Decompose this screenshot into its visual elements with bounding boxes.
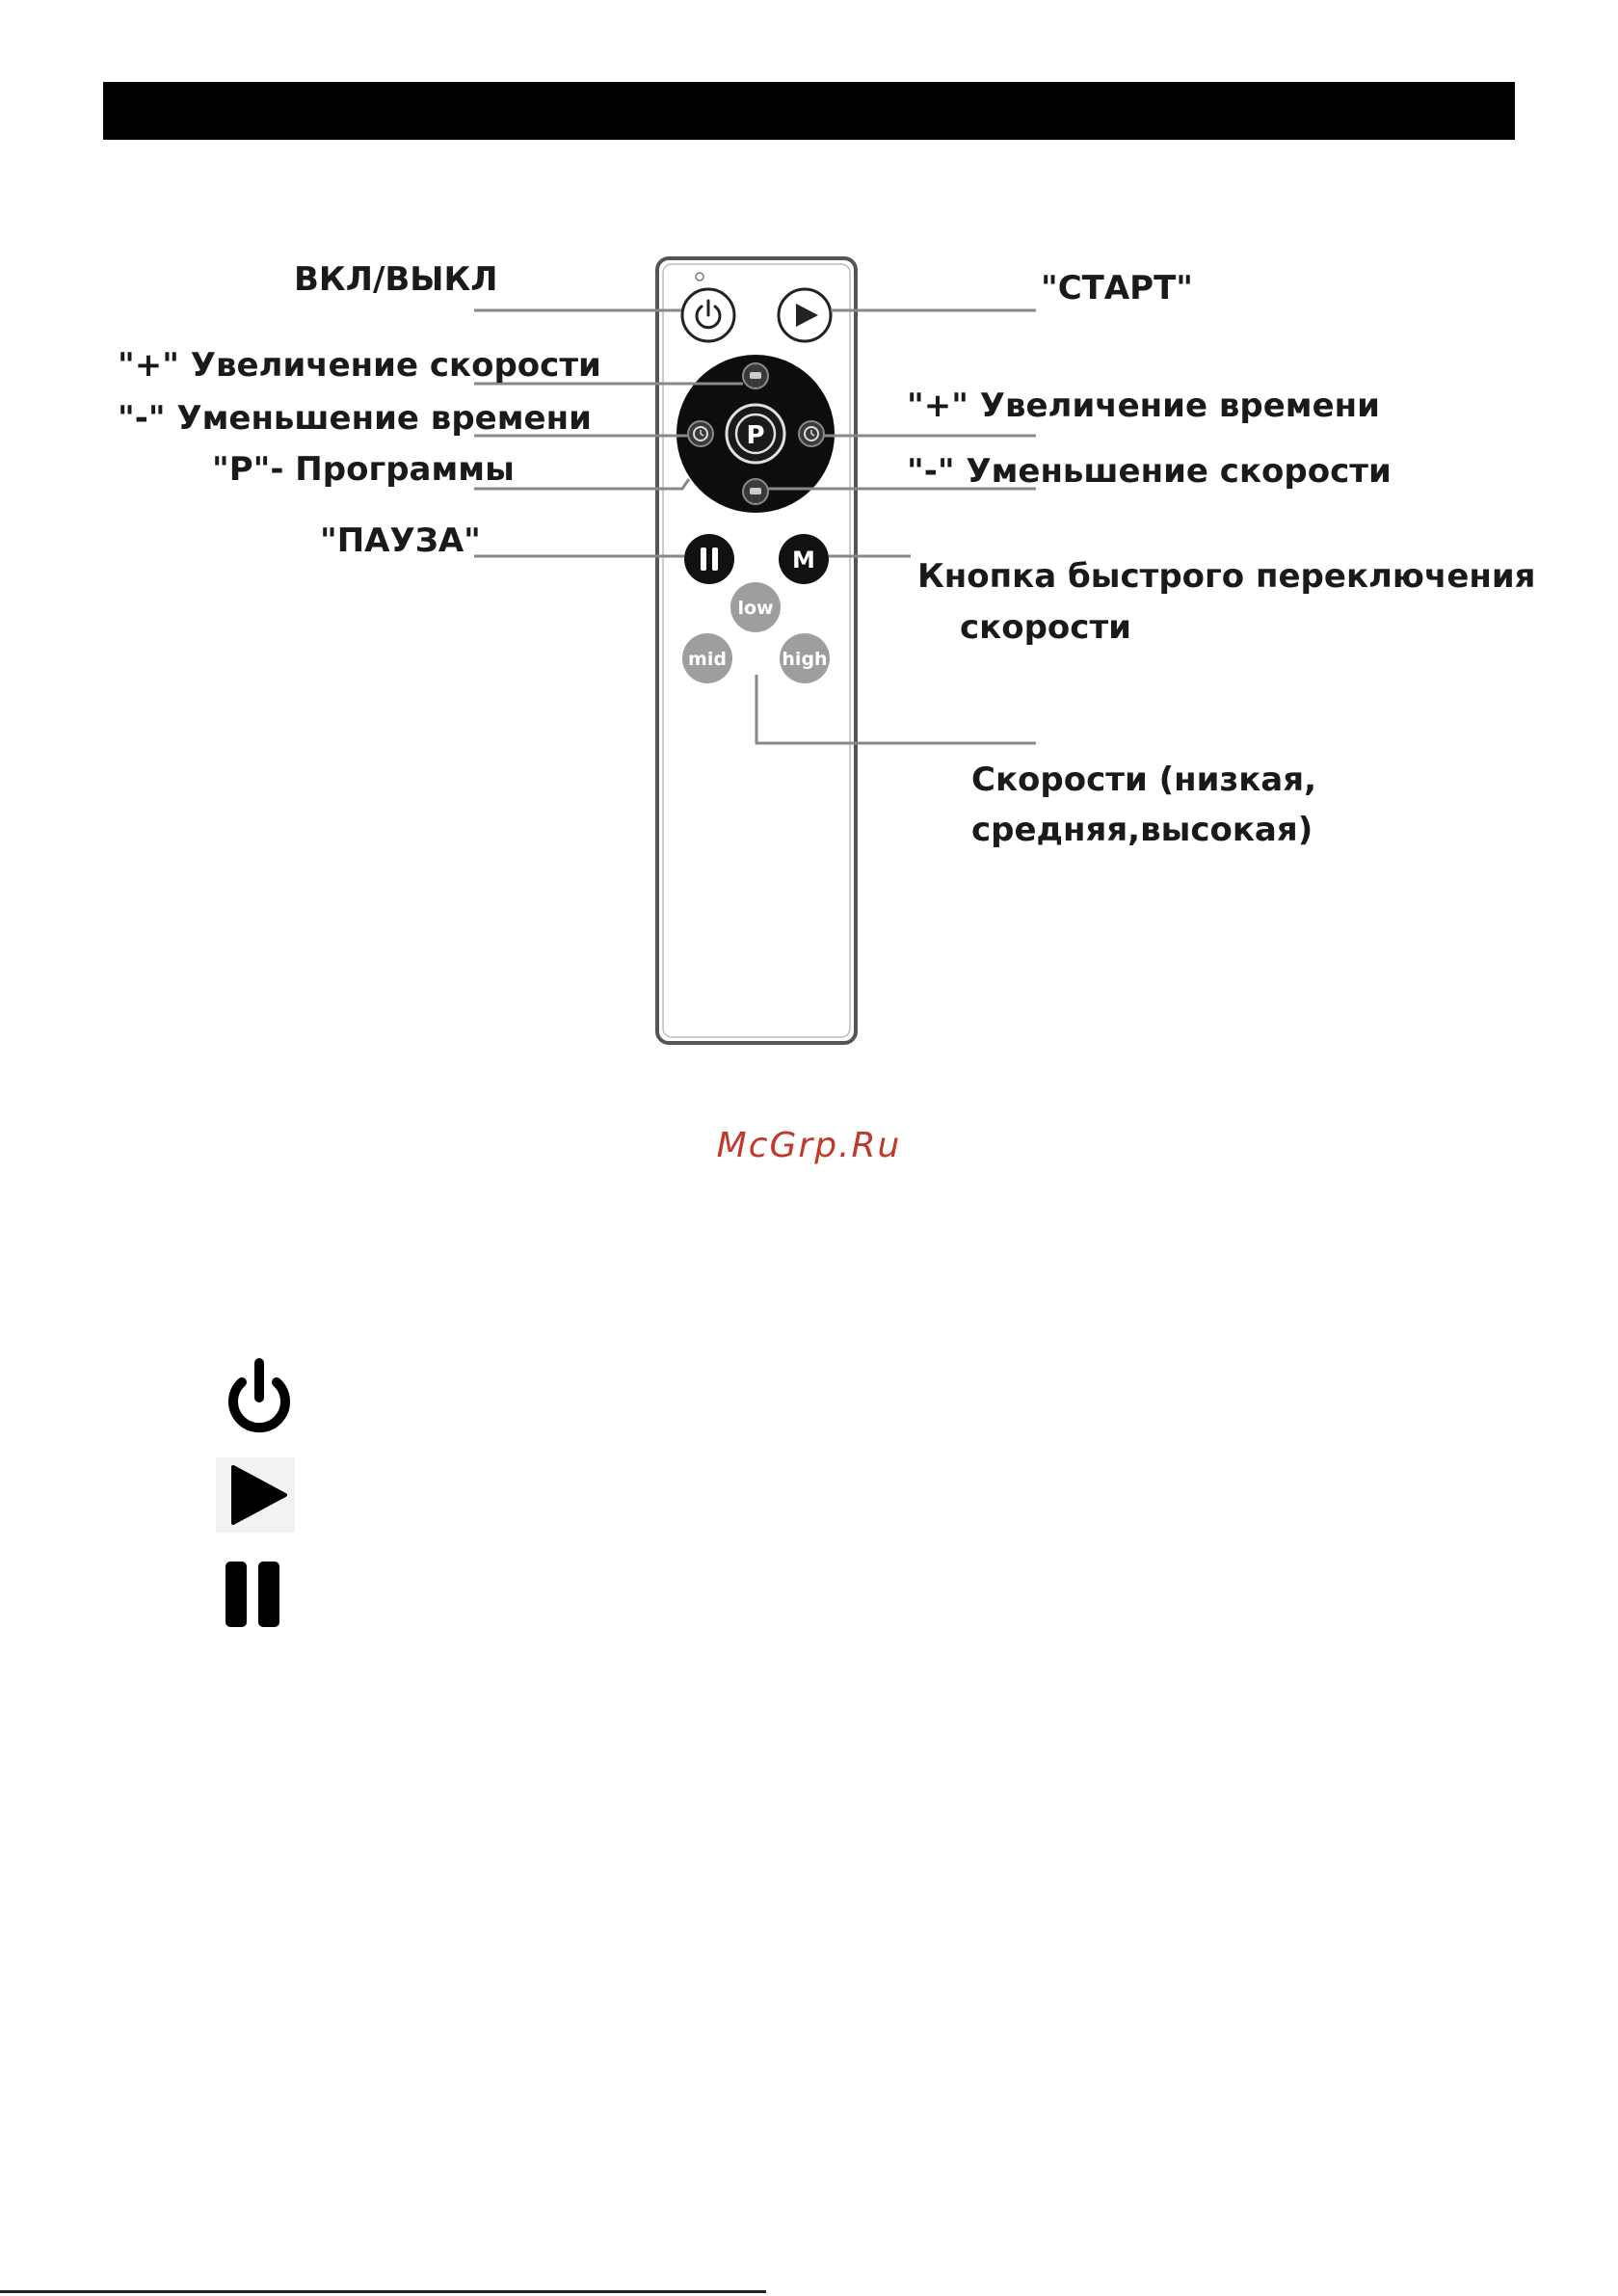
power-button[interactable] — [682, 289, 734, 341]
pause-button[interactable] — [684, 534, 734, 584]
label-quick-speed-1: Кнопка быстрого переключения — [917, 557, 1536, 596]
label-speeds-1: Скорости (низкая, — [971, 761, 1316, 799]
label-speed-down: "-" Уменьшение скорости — [907, 452, 1392, 491]
label-time-down: "-" Уменьшение времени — [118, 399, 592, 438]
legend-pause-icon — [216, 1556, 303, 1642]
footer-rule — [0, 2290, 766, 2293]
dpad-left-button[interactable] — [688, 421, 713, 446]
low-speed-button[interactable] — [730, 582, 781, 632]
start-button[interactable] — [779, 289, 831, 341]
mid-speed-button[interactable] — [682, 633, 732, 683]
program-button-label: P — [746, 421, 765, 450]
program-button[interactable] — [727, 405, 784, 463]
label-speeds-2: средняя,высокая) — [971, 811, 1313, 849]
high-speed-label: high — [782, 649, 828, 670]
remote-diagram — [0, 0, 1618, 1080]
label-pause: "ПАУЗА" — [320, 521, 481, 560]
label-start: "СТАРТ" — [1041, 269, 1193, 307]
pause-icon — [701, 547, 706, 571]
label-quick-speed-2: скорости — [960, 608, 1131, 647]
legend-play-icon — [216, 1457, 295, 1533]
legend-power-icon — [216, 1357, 303, 1444]
label-power: ВКЛ/ВЫКЛ — [294, 260, 498, 299]
mode-button-label: M — [792, 547, 815, 574]
watermark: McGrp.Ru — [716, 1126, 902, 1165]
label-time-up: "+" Увеличение времени — [907, 387, 1380, 425]
mid-speed-label: mid — [688, 649, 727, 670]
high-speed-button[interactable] — [780, 633, 830, 683]
low-speed-label: low — [737, 598, 774, 619]
label-programs: "P"- Программы — [212, 450, 515, 489]
dpad-right-button[interactable] — [799, 421, 824, 446]
mode-button[interactable] — [779, 534, 829, 584]
label-speed-up: "+" Увеличение скорости — [118, 346, 601, 385]
